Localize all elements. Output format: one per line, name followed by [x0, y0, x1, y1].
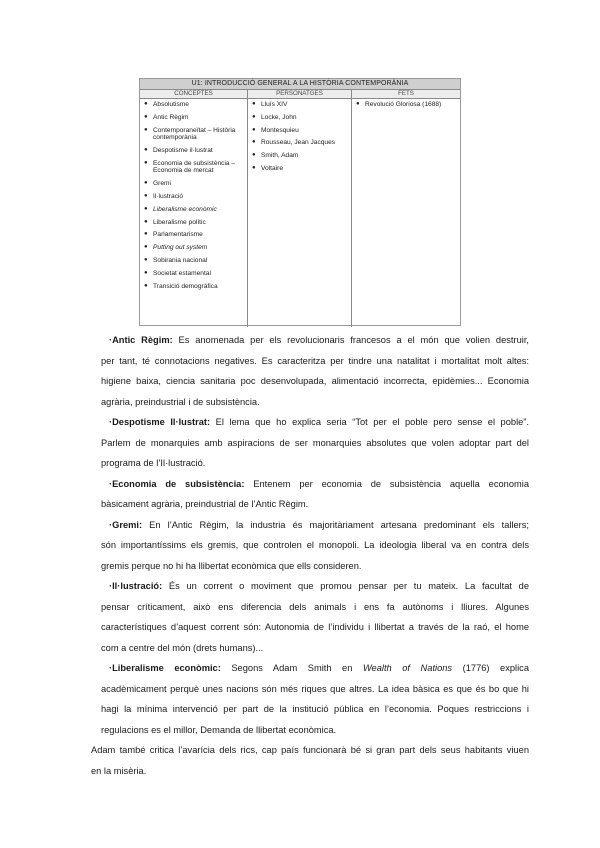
list-item: ● Liberalisme econòmic	[144, 205, 217, 213]
paragraph-line: gremis perque no hi ha llibertat econòmica que ells consideren.	[101, 560, 362, 571]
table-body	[140, 99, 460, 327]
paragraph-despotisme-line: ·Despotisme Il·lustrat: El lema que ho explica seria “Tot per el poble pero sense el poble”.	[109, 417, 529, 427]
bullet-icon: ●	[144, 126, 148, 133]
bullet-icon: ●	[144, 244, 148, 251]
bullet-icon: ●	[144, 231, 148, 238]
list-item: ● Gremi	[144, 180, 171, 188]
list-item: ● Il·lustració	[144, 193, 184, 200]
personatges-column	[248, 99, 352, 327]
paragraph-line: Adam també critica l’avarícia dels rics, cap país funcionarà bé si gran part dels seus habitants viuen	[91, 745, 529, 755]
list-item: ● Smith, Adam	[252, 152, 299, 160]
paragraph-line: característiques d’aquest corrent són: Autonomia de l’individu i llibertat a través de la raó, el home	[101, 622, 529, 632]
list-item: ● Antic Règim	[144, 113, 189, 121]
paragraph-line: hagi la mínima intervenció per part de la institució pública en l’economia. Poques restriccions i	[101, 704, 529, 714]
paragraph-line: com a centre del món (drets humans)...	[101, 642, 264, 653]
list-item: ● Voltaire	[252, 164, 283, 172]
term-gremi: ·Gremi:	[109, 519, 143, 530]
book-title: Wealth of Nations	[362, 663, 453, 673]
bullet-icon: ●	[144, 269, 148, 276]
list-item: ● Lluís XIV	[252, 101, 288, 108]
paragraph-antic-regim-line: ·Antic Règim: Es anomenada per els revolucionaris francesos a el món que volien destruir,	[109, 335, 529, 345]
list-item: ● Rousseau, Jean Jacques	[252, 139, 336, 147]
paragraph-line: acadèmicament perquè unes nacions són més riques que altres. La idea bàsica es que és bo que hi	[101, 683, 529, 694]
table-title: U1: INTRODUCCIÓ GENERAL A LA HISTÒRIA CONTEMPORÀNIA	[140, 79, 460, 90]
paragraph-line: Parlem de monarquies amb aspiracions de ser monarquies absolutes que volen adoptar part del	[101, 437, 529, 448]
header-personatges: PERSONATGES	[248, 90, 352, 98]
term-liberalisme: ·Liberalisme econòmic:	[109, 663, 221, 673]
paragraph-line: programa de l’Il·lustració.	[101, 458, 206, 468]
paragraph-gremi-line: ·Gremi: En l’Antic Règim, la industria és majoritàriament artesana predominant els tallers;	[109, 519, 529, 530]
paragraph-line: per tant, té connotacions negatives. Es caracteritza per tindre una natalitat i mortalitat molt altes:	[101, 355, 529, 366]
paragraph-economia-line: ·Economia de subsistència: Entenem per economia de subsistència aquella economia	[109, 478, 529, 489]
paragraph-line: bàsicament agrària, preindustrial de l’Antic Règim.	[101, 499, 309, 509]
paragraph-line: regulacions es el millor, Demanda de llibertat econòmica.	[101, 724, 337, 735]
bullet-icon: ●	[144, 218, 148, 225]
table-header-row	[140, 90, 460, 99]
list-item: ● Putting out system	[144, 244, 208, 252]
list-item: ● Revolució Gloriosa (1688)	[356, 101, 442, 108]
list-item: ● Economia de subsistència – Economia de mercat	[144, 159, 236, 174]
header-fets: FETS	[398, 90, 414, 97]
bullet-icon: ●	[252, 126, 256, 133]
paragraph-line: pensar críticament, això ens diferencia dels animals i ens fa autònoms i lliures. Algunes	[101, 601, 529, 612]
paragraph-illustracio-line: ·Il·lustració: És un corrent o moviment que promou pensar per tu mateix. La facultat de	[109, 581, 529, 591]
list-item: ● Absolutisme	[144, 101, 189, 108]
header-conceptes: CONCEPTES	[140, 90, 248, 98]
paragraph-line: agrària, preindustrial i de subsistència.	[101, 396, 260, 407]
bullet-icon: ●	[252, 113, 256, 120]
paragraph-line: són importantíssims els gremis, que controlen el monopoli. La ideologia liberal va en contra dels	[101, 540, 529, 550]
bullet-icon: ●	[144, 205, 148, 212]
bullet-icon: ●	[144, 159, 148, 166]
bullet-icon: ●	[252, 101, 256, 107]
bullet-icon: ●	[356, 101, 360, 107]
bullet-icon: ●	[252, 139, 256, 146]
term-antic-regim: ·Antic Règim:	[109, 335, 173, 345]
fets-column	[352, 99, 460, 327]
paragraph-line: higiene baixa, ciencia sanitaria poc desenvolupada, alimentació incorrecta, epidèmies... Economia	[101, 376, 529, 386]
list-item: ● Despotisme il·lustrat	[144, 147, 213, 154]
list-item: ● Montesquieu	[252, 126, 299, 134]
term-economia: ·Economia de subsistència:	[109, 478, 245, 489]
list-item: ● Parlamentarisme	[144, 231, 203, 239]
bullet-icon: ●	[144, 282, 148, 289]
term-illustracio: ·Il·lustració:	[109, 581, 163, 591]
bullet-icon: ●	[144, 101, 148, 107]
list-item: ● Transició demogràfica	[144, 282, 218, 290]
list-item: ● Sobirania nacional	[144, 256, 208, 264]
paragraph-liberalisme-line: ·Liberalisme econòmic: Segons Adam Smith en Wealth of Nations (1776) explica	[109, 663, 529, 673]
bullet-icon: ●	[252, 164, 256, 171]
term-despotisme: ·Despotisme Il·lustrat:	[109, 417, 211, 427]
list-item: ● Liberalisme polític	[144, 218, 206, 226]
bullet-icon: ●	[144, 113, 148, 120]
concepts-table	[139, 78, 461, 326]
conceptes-column	[140, 99, 248, 327]
bullet-icon: ●	[252, 152, 256, 159]
bullet-icon: ●	[144, 193, 148, 199]
bullet-icon: ●	[144, 147, 148, 153]
list-item: ● Societat estamental	[144, 269, 211, 277]
list-item: ● Locke, John	[252, 113, 297, 121]
paragraph-line: en la misèria.	[91, 765, 147, 776]
bullet-icon: ●	[144, 256, 148, 263]
list-item: ● Contemporaneïtat – Història contemporània	[144, 126, 236, 141]
body-text	[91, 330, 529, 781]
bullet-icon: ●	[144, 180, 148, 187]
